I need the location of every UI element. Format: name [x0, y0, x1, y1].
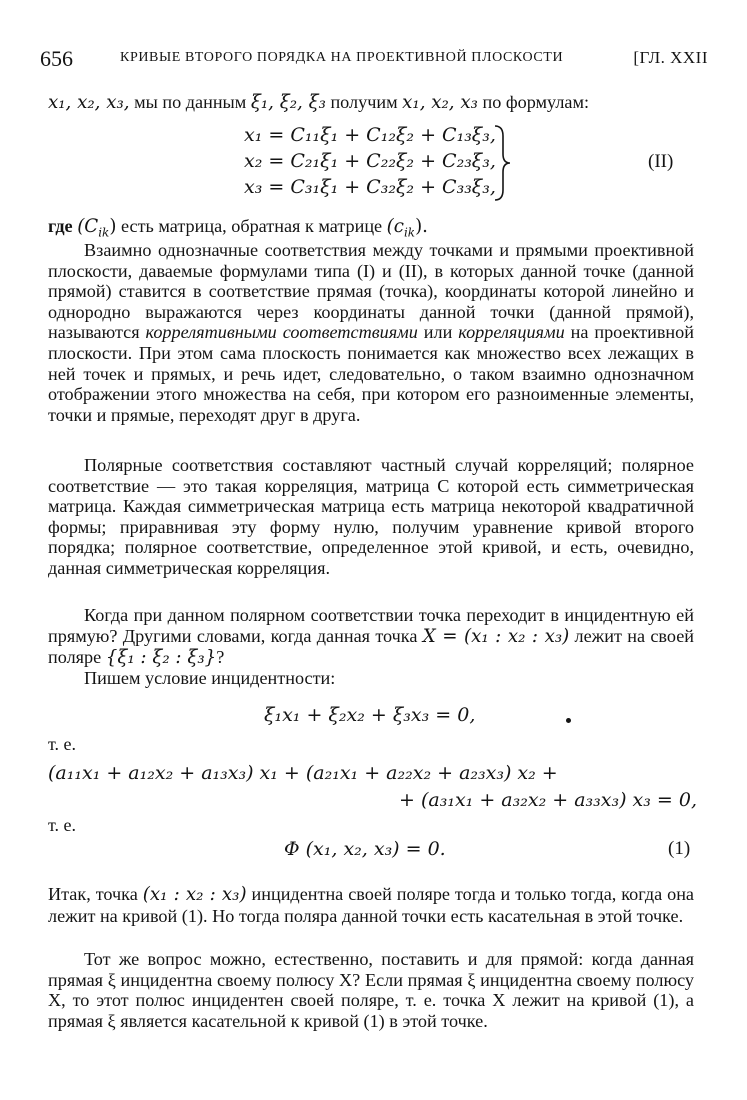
page-number: 656 [40, 46, 73, 71]
formula-row: x₁ = C₁₁ξ₁ + C₁₂ξ₂ + C₁₃ξ₃, [244, 124, 496, 146]
term-correlations: корреляциями [458, 322, 565, 343]
lead-vars: x₁, x₂, x₃, [48, 92, 130, 113]
system-brace [492, 124, 514, 202]
formula-row: x₃ = C₃₁ξ₁ + C₃₂ξ₂ + C₃₃ξ₃, [244, 176, 496, 198]
where-line: где $(C_{ik})$ есть матрица, обратная к матрице $(c_{ik})$. [48, 216, 428, 240]
formula-system-II [244, 122, 496, 200]
running-title: КРИВЫЕ ВТОРОГО ПОРЯДКА НА ПРОЕКТИВНОЙ ПЛОСКОСТИ [120, 50, 564, 65]
chapter-label: [ГЛ. XXII [633, 48, 708, 67]
lead-line: x₁, x₂, x₃, мы по данным ξ₁, ξ₂, ξ₃ получим x₁, x₂, x₃ по формулам: [48, 92, 590, 113]
formula-row: x₂ = C₂₁ξ₁ + C₂₂ξ₂ + C₂₃ξ₃, [244, 150, 496, 172]
equation-label-1: (1) [668, 838, 691, 859]
paragraph-thus: Итак, точка (x₁ : x₂ : x₃) инцидентна своей поляре тогда и только тогда, когда она лежит на кривой (1). Но тогда поляра данной точки есть касательная в этой точке. [48, 884, 695, 926]
ie-label: т. е. [48, 734, 77, 754]
paragraph-line: Тот же вопрос можно, естественно, поставить и для прямой: когда данная прямая ξ инцидентна своему полюсу X? Если прямая ξ инцидентна своему полюсу X, то этот полюс инцидентен своей поляре, т. е. точка X лежит на кривой (1), а прямая ξ является касательной к кривой (1) в этой точке. [48, 949, 694, 1031]
term-correlative-correspondences: коррелятивными соответствиями [145, 322, 418, 343]
paragraph-polar: Полярные соответствия составляют частный случай корреляций; полярное соответствие — это такая корреляция, матрица C которой есть симметрическая матрица. Каждая симметрическая матрица есть матрица некоторой квадратичной формы; приравнивая эту форму нулю, получим уравнение кривой второго порядка; полярное соответствие, определенное этой кривой, и есть, очевидно, данная симметрическая корреляция. [48, 455, 694, 578]
incidence-intro: Пишем условие инцидентности: [84, 668, 336, 688]
equation-expanded-line2: + (a₃₁x₁ + a₃₂x₂ + a₃₃x₃) x₃ = 0, [399, 789, 697, 811]
lead-given: ξ₁, ξ₂, ξ₃ [250, 92, 326, 113]
equation-phi: Φ (x₁, x₂, x₃) = 0. [284, 838, 446, 860]
lead-result: x₁, x₂, x₃ [402, 92, 478, 113]
equation-expanded-line1: (a₁₁x₁ + a₁₂x₂ + a₁₃x₃) x₁ + (a₂₁x₁ + a₂₂x₂ + a₂₃x₃) x₂ + [48, 762, 558, 784]
equation-label-II: (II) [648, 151, 674, 172]
stray-dot [566, 718, 571, 723]
running-head [40, 46, 708, 72]
ie-label: т. е. [48, 815, 77, 835]
paragraph-question: Когда при данном полярном соответствии точка переходит в инцидентную ей прямую? Другими словами, когда данная точка X = (x₁ : x₂ : x₃) лежит на своей поляре {ξ₁ : ξ₂ : ξ₃}? [48, 605, 694, 669]
equation-incidence: ξ₁x₁ + ξ₂x₂ + ξ₃x₃ = 0, [264, 704, 476, 726]
paragraph-correlations: Взаимно однозначные соответствия между точками и прямыми проективной плоскости, даваемые формулами типа (I) и (II), в которых данной точке (данной прямой) ставится в соответствие прямая (точка), координаты которой линейно и однородно выражаются через координаты данной точки (данной прямой), называются коррелятивными соответствиями или корреляциями на проективной плоскости. При этом сама плоскость понимается как множество всех лежащих в ней точек и прямых, и речь идет, следовательно, о таком взаимно однозначном отображении этого множества на себя, при котором его разноименные элементы, точки и прямые, переходят друг в друга. [48, 240, 694, 425]
